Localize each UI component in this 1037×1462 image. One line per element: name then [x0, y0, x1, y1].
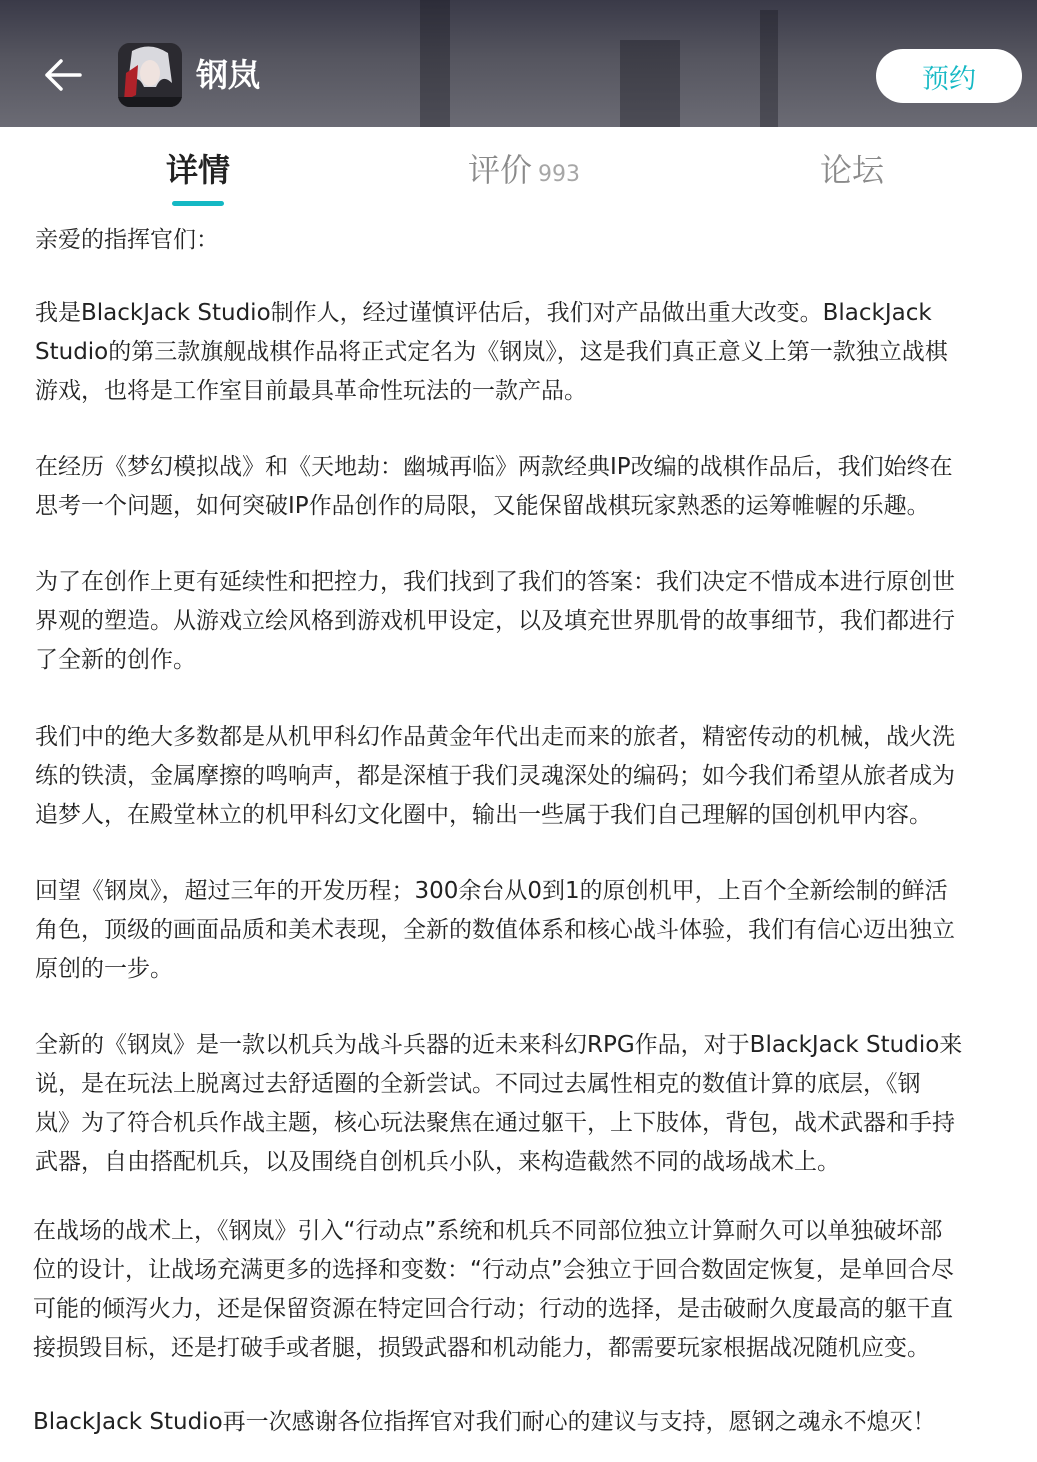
article-paragraph: 我是BlackJack Studio制作人，经过谨慎评估后，我们对产品做出重大改变。BlackJack Studio的第三款旗舰战棋作品将正式定名为《钢岚》，这是我们真正意义上第一款独立战棋 游戏，也将是工作室目前最具革命性玩法的一款产品。: [35, 300, 948, 404]
header-background-decor: [620, 40, 680, 127]
tab-forum[interactable]: [820, 149, 884, 191]
app-header: [0, 0, 1037, 127]
article-paragraph: 回望《钢岚》，超过三年的开发历程；300余台从0到1的原创机甲，上百个全新绘制的鲜活 角色，顶级的画面品质和美术表现，全新的数值体系和核心战斗体验，我们有信心迈出独立 原创的一步。: [35, 878, 955, 982]
reserve-button[interactable]: 预约: [876, 49, 1022, 103]
back-button[interactable]: [40, 52, 86, 98]
article-paragraph: 在战场的战术上，《钢岚》引入“行动点”系统和机兵不同部位独立计算耐久可以单独破坏部 位的设计，让战场充满更多的选择和变数：“行动点”会独立于回合数固定恢复，是单回合尽 可能的倾泻火力，还是保留资源在特定回合行动；行动的选择，是击破耐久度最高的躯干直 接损毁目标，还是打破手或者腿，损毁武器和机动能力，都需要玩家根据战况随机应变。: [33, 1218, 954, 1361]
review-count: 993: [538, 162, 581, 187]
article-paragraph: BlackJack Studio再一次感谢各位指挥官对我们耐心的建议与支持，愿钢之魂永不熄灭！: [33, 1409, 936, 1435]
active-tab-indicator: [172, 201, 224, 206]
app-icon: [118, 43, 182, 107]
app-title: 钢岚: [196, 56, 261, 94]
tab-forum-label: 论坛: [820, 151, 885, 189]
article-paragraph: 在经历《梦幻模拟战》和《天地劫：幽城再临》两款经典IP改编的战棋作品后，我们始终在 思考一个问题，如何突破IP作品创作的局限，又能保留战棋玩家熟悉的运筹帷幄的乐趣。: [35, 454, 953, 519]
tab-details[interactable]: [166, 149, 230, 191]
tab-bar: [0, 127, 1037, 211]
header-background-decor: [420, 0, 450, 127]
article-paragraph: 全新的《钢岚》是一款以机兵为战斗兵器的近未来科幻RPG作品，对于BlackJack Studio来 说，是在玩法上脱离过去舒适圈的全新尝试。不同过去属性相克的数值计算的底层，《钢 岚》为了符合机兵作战主题，核心玩法聚焦在通过躯干，上下肢体，背包，战术武器和手持 武器，自由搭配机兵，以及围绕自创机兵小队，来构造截然不同的战场战术上。: [35, 1032, 963, 1175]
tab-details-label: 详情: [166, 151, 231, 189]
article-paragraph: 我们中的绝大多数都是从机甲科幻作品黄金年代出走而来的旅者，精密传动的机械，战火洗 练的铁渍，金属摩擦的鸣响声，都是深植于我们灵魂深处的编码；如今我们希望从旅者成为 追梦人，在殿堂林立的机甲科幻文化圈中，输出一些属于我们自己理解的国创机甲内容。: [35, 724, 955, 828]
tab-reviews-label: 评价: [468, 151, 533, 189]
tab-reviews[interactable]: [468, 149, 580, 196]
article-paragraph: 为了在创作上更有延续性和把控力，我们找到了我们的答案：我们决定不惜成本进行原创世 界观的塑造。从游戏立绘风格到游戏机甲设定，以及填充世界肌骨的故事细节，我们都进行 了全新的创作。: [35, 569, 955, 673]
header-background-decor: [760, 10, 778, 127]
arrow-left-icon: [43, 58, 83, 92]
article-paragraph: 亲爱的指挥官们：: [35, 227, 219, 253]
